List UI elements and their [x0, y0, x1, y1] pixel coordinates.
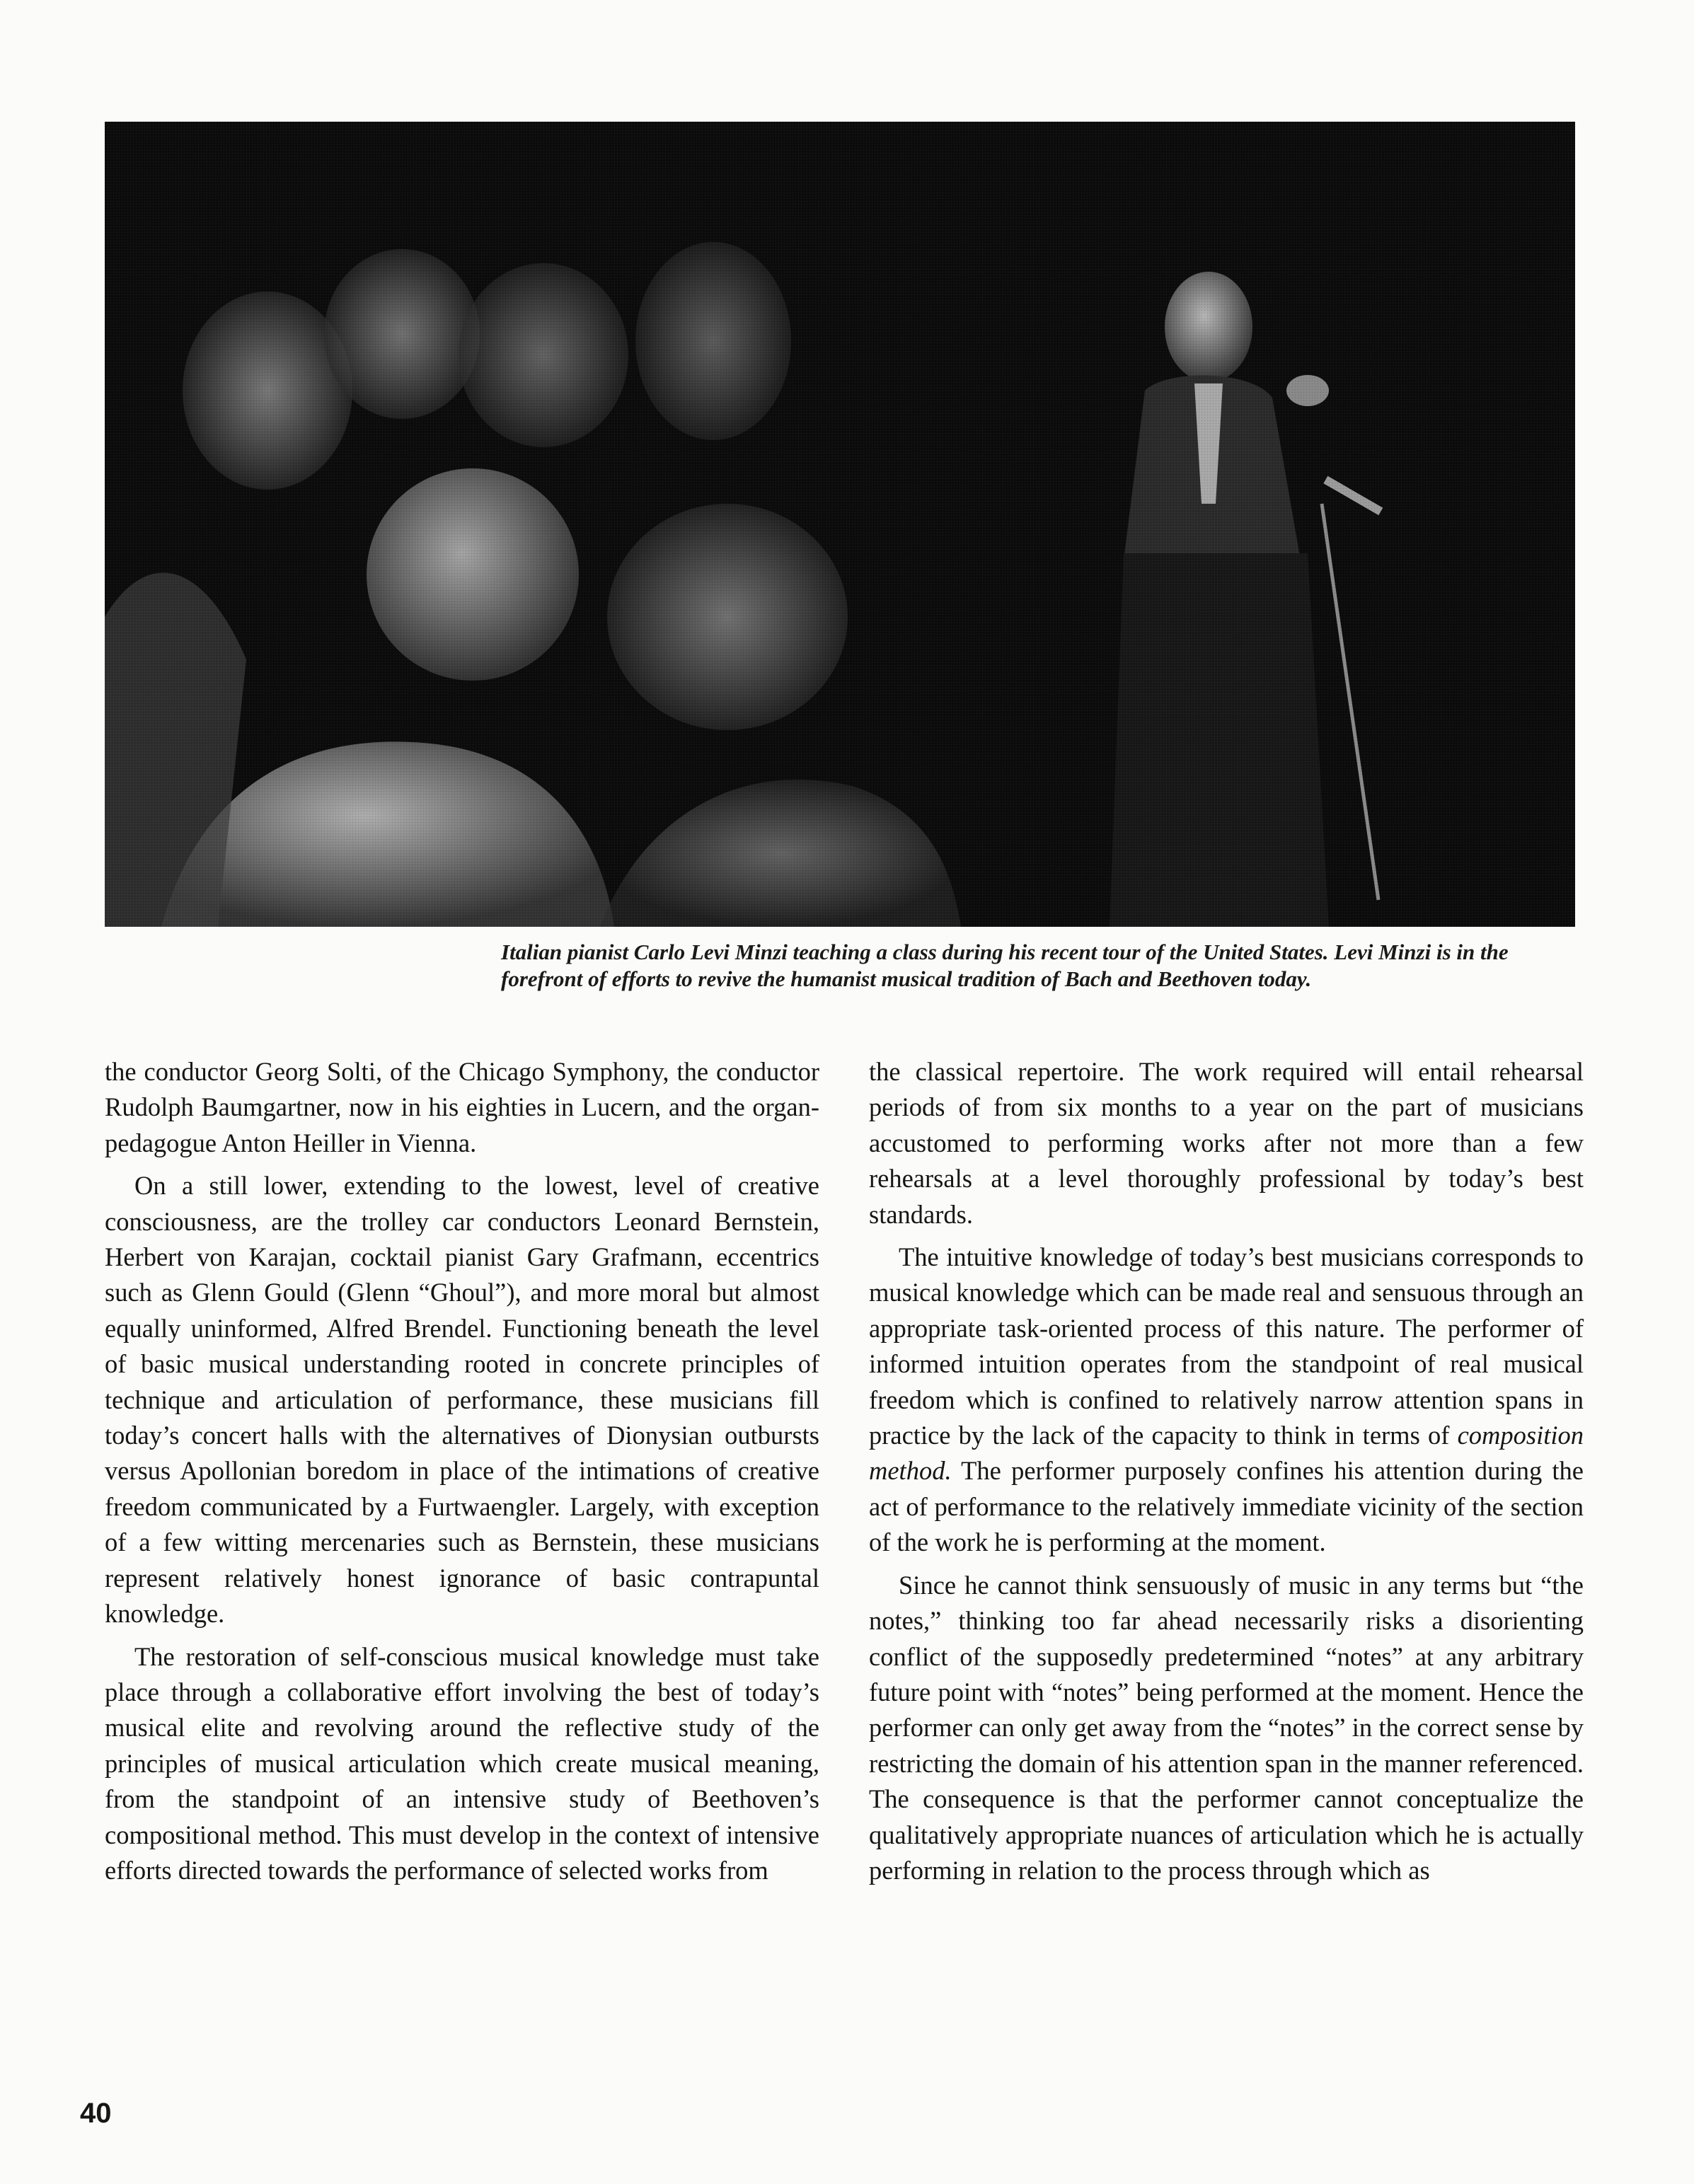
- right-column: [869, 1054, 1584, 1888]
- paragraph-text: The performer purposely confines his attention during the act of performance to the relatively immediate vicinity of the section of the work he is performing at the moment.: [869, 1456, 1584, 1557]
- photo-illustration: [105, 122, 1575, 927]
- paragraph-text: The intuitive knowledge of today’s best musicians corresponds to musical knowledge which can be made real and sensuous through an appropriate task-oriented process of this nature. The performer of informed intuition operates from the standpoint of real musical freedom which is confined to relatively narrow attention spans in practice by the lack of the capacity to think in terms of: [869, 1242, 1584, 1450]
- photo-caption: Italian pianist Carlo Levi Minzi teaching a class during his recent tour of the United States. Levi Minzi is in the forefront of efforts to revive the humanist musical tradition of Bach and Beethoven today.: [501, 940, 1509, 991]
- left-column: [105, 1054, 819, 1888]
- paragraph: On a still lower, extending to the lowest, level of creative consciousness, are the trolley car conductors Leonard Bernstein, Herbert von Karajan, cocktail pianist Gary Grafmann, eccentrics such as Glenn Gould (Glenn “Ghoul”), and more moral but almost equally uninformed, Alfred Brendel. Functioning beneath the level of basic musical understanding rooted in concrete principles of technique and articulation of performance, these musicians fill today’s concert halls with the alternatives of Dionysian outbursts versus Apollonian boredom in place of the intimations of creative freedom communicated by a Furtwaengler. Largely, with exception of a few witting mercenaries such as Bernstein, these musicians represent relatively honest ignorance of basic contrapuntal knowledge.: [105, 1171, 819, 1629]
- paragraph: the conductor Georg Solti, of the Chicago Symphony, the conductor Rudolph Baumgartner, now in his eighties in Lucern, and the organ-pedagogue Anton Heiller in Vienna.: [105, 1057, 819, 1157]
- emphasized-phrase: composition method.: [869, 1421, 1584, 1486]
- paragraph: [869, 1240, 1584, 1561]
- page-number: 40: [80, 2098, 112, 2129]
- paragraph: the classical repertoire. The work required will entail rehearsal periods of from six months to a year on the part of musicians accustomed to performing works after not more than a few rehearsals at a level thoroughly professional by today’s best standards.: [869, 1057, 1584, 1229]
- paragraph: The restoration of self-conscious musical knowledge must take place through a collaborative effort involving the best of today’s musical elite and revolving around the reflective study of the principles of musical articulation which create musical meaning, from the standpoint of an intensive study of Beethoven’s compositional method. This must develop in the context of intensive efforts directed towards the performance of selected works from: [105, 1641, 819, 1885]
- class-photo: [105, 122, 1575, 927]
- paragraph: Since he cannot think sensuously of music in any terms but “the notes,” thinking too far ahead necessarily risks a disorienting conflict of the supposedly predetermined “notes” at any arbitrary future point with “notes” being performed at the moment. Hence the performer can only get away from the “notes” in the correct sense by restricting the domain of his attention span in the manner referenced. The consequence is that the performer cannot conceptualize the qualitatively appropriate nuances of articulation which he is actually performing in relation to the process through which as: [869, 1570, 1584, 1885]
